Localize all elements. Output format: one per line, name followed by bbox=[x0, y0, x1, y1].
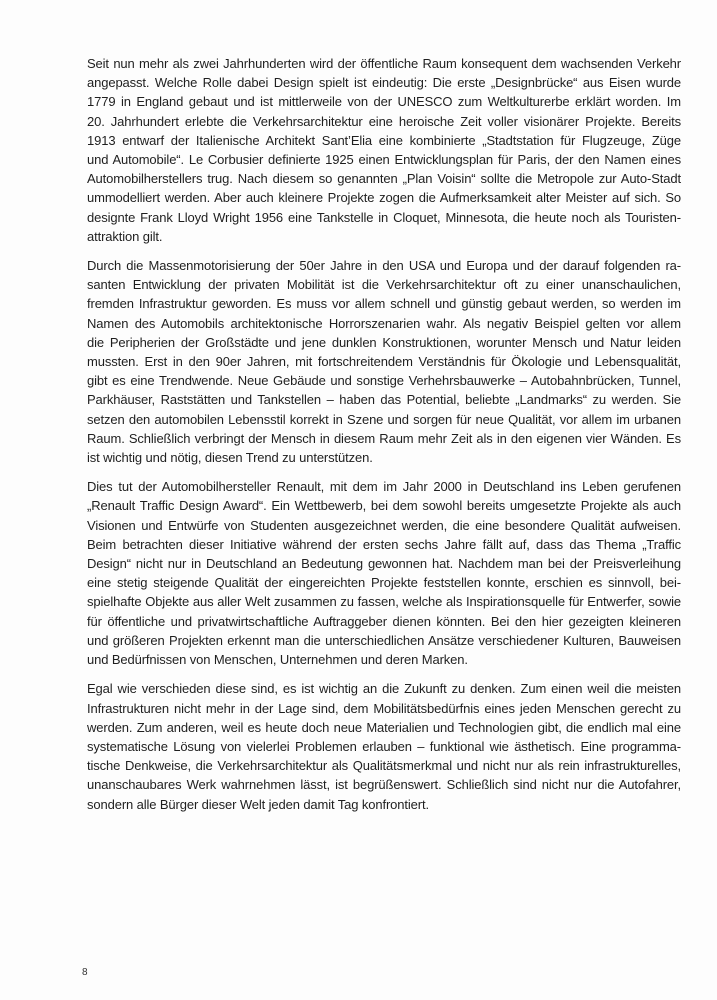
text-line: 1913 entwarf der Italienische Architekt Sant’Elia eine kombinierte „Stadtstation für Flugzeuge, Züge bbox=[87, 132, 681, 148]
text-line: Durch die Massenmotorisierung der 50er Jahre in den USA und Europa und der darauf folgenden ra- bbox=[87, 258, 681, 274]
body-text bbox=[87, 54, 681, 824]
text-line: santen Entwicklung der privaten Mobilität ist die Verkehrsarchitektur oft zu einer unanschaulichen, bbox=[87, 277, 681, 293]
text-line: angepasst. Welche Rolle dabei Design spielt ist eindeutig: Die erste „Designbrücke“ aus Eisen wurde bbox=[87, 75, 681, 91]
text-line: attraktion gilt. bbox=[87, 228, 163, 244]
paragraph-3 bbox=[87, 477, 681, 669]
text-line: tische Denkweise, die Verkehrsarchitektur als Qualitätsmerkmal und nicht nur als rein infrastrukturelles, bbox=[87, 758, 681, 774]
text-line: unanschaubares Werk wahrnehmen lässt, ist begrüßenswert. Schließlich sind nicht nur die Autofahrer, bbox=[87, 777, 681, 793]
text-line: Beim betrachten dieser Initiative während der ersten sechs Jahre fällt auf, dass das Thema „Traffic bbox=[87, 536, 681, 552]
paragraph-2 bbox=[87, 256, 681, 467]
text-line: Automobilherstellers trug. Nach diesem so genannten „Plan Voisin“ sollte die Metropole zur Auto-Stadt bbox=[87, 171, 681, 187]
text-line: systematische Lösung von vielerlei Problemen erlauben – funktional wie ästhetisch. Eine programma- bbox=[87, 738, 681, 754]
text-line: Raum. Schließlich verbringt der Mensch in diesem Raum mehr Zeit als in den eigenen vier Wänden. Es bbox=[87, 430, 681, 446]
text-line: eine stetig steigende Qualität der eingereichten Projekte feststellen konnte, erschien es sinnvoll, bei- bbox=[87, 575, 681, 591]
text-line: 1779 in England gebaut und ist mittlerweile von der UNESCO zum Weltkulturerbe erklärt worden. Im bbox=[87, 94, 681, 110]
text-line: spielhafte Objekte aus aller Welt zusammen zu fassen, welche als Inspirationsquelle für Entwerfer, sowie bbox=[87, 594, 681, 610]
text-line: Egal wie verschieden diese sind, es ist wichtig an die Zukunft zu denken. Zum einen weil die meisten bbox=[87, 681, 681, 697]
text-line: Infrastrukturen nicht mehr in der Lage sind, dem Mobilitätsbedürfnis eines jeden Menschen gerecht zu bbox=[87, 700, 681, 716]
paragraph-1 bbox=[87, 54, 681, 246]
text-line: für öffentliche und privatwirtschaftliche Auftraggeber dienen könnten. Bei den hier gezeigten kleineren bbox=[87, 613, 681, 629]
text-line: Seit nun mehr als zwei Jahrhunderten wird der öffentliche Raum konsequent dem wachsenden Verkehr bbox=[87, 56, 681, 71]
text-line: gibt es eine Trendwende. Neue Gebäude und sonstige Verhehrsbauwerke – Autobahnbrücken, Tunnel, bbox=[87, 373, 681, 389]
page-number: 8 bbox=[82, 967, 88, 978]
text-line: Namen des Automobils architektonische Horrorszenarien wahr. Als negativ Beispiel gelten vor allem bbox=[87, 315, 681, 331]
text-line: und Automobile“. Le Corbusier definierte 1925 einen Entwicklungsplan für Paris, der den Namen eines bbox=[87, 152, 681, 168]
text-line: sondern alle Bürger dieser Welt jeden damit Tag konfrontiert. bbox=[87, 796, 429, 812]
text-line: Visionen und Entwürfe von Studenten ausgezeichnet werden, die eine besondere Qualität aufweisen. bbox=[87, 517, 681, 533]
text-line: setzen den automobilen Lebensstil korrekt in Szene und sorgen für neue Qualität, vor allem im urbanen bbox=[87, 411, 681, 427]
text-line: „Renault Traffic Design Award“. Ein Wettbewerb, bei dem sowohl bereits umgesetzte Projekte als auch bbox=[87, 498, 681, 514]
text-line: 20. Jahrhundert erlebte die Verkehrsarchitektur eine heroische Zeit voller visionärer Projekte. Bereits bbox=[87, 113, 681, 129]
text-line: Parkhäuser, Raststätten und Tankstellen – haben das Potential, beliebte „Landmarks“ zu werden. Sie bbox=[87, 392, 681, 408]
text-line: designte Frank Lloyd Wright 1956 eine Tankstelle in Cloquet, Minnesota, die heute noch als Touristen- bbox=[87, 209, 681, 225]
text-line: und Bedürfnissen von Menschen, Unternehmen und deren Marken. bbox=[87, 652, 468, 668]
text-line: die Peripherien der Großstädte und jene dunklen Konstruktionen, worunter Mensch und Natur leiden bbox=[87, 334, 681, 350]
text-line: und größeren Projekten erkennt man die unterschiedlichen Ansätze verschiedener Kulturen, Bauweisen bbox=[87, 632, 681, 648]
text-line: Design“ nicht nur in Deutschland an Bedeutung gewonnen hat. Nachdem man bei der Preisverleihung bbox=[87, 556, 681, 572]
text-line: werden. Zum anderen, weil es heute doch neue Materialien und Technologien gibt, die endlich mal eine bbox=[87, 719, 681, 735]
text-line: ist wichtig und nötig, diesen Trend zu unterstützen. bbox=[87, 450, 373, 466]
paragraph-4 bbox=[87, 679, 681, 813]
text-line: fremden Infrastruktur geworden. Es muss vor allem schnell und günstig gebaut werden, so werden im bbox=[87, 296, 681, 312]
text-line: mussten. Erst in den 90er Jahren, mit fortschreitendem Verständnis für Ökologie und Lebensqualität, bbox=[87, 354, 681, 370]
text-line: Dies tut der Automobilhersteller Renault, mit dem im Jahr 2000 in Deutschland ins Leben gerufenen bbox=[87, 479, 681, 495]
text-line: ummodelliert werden. Aber auch kleinere Projekte zogen die Aufmerksamkeit alter Meister auf sich. So bbox=[87, 190, 681, 206]
